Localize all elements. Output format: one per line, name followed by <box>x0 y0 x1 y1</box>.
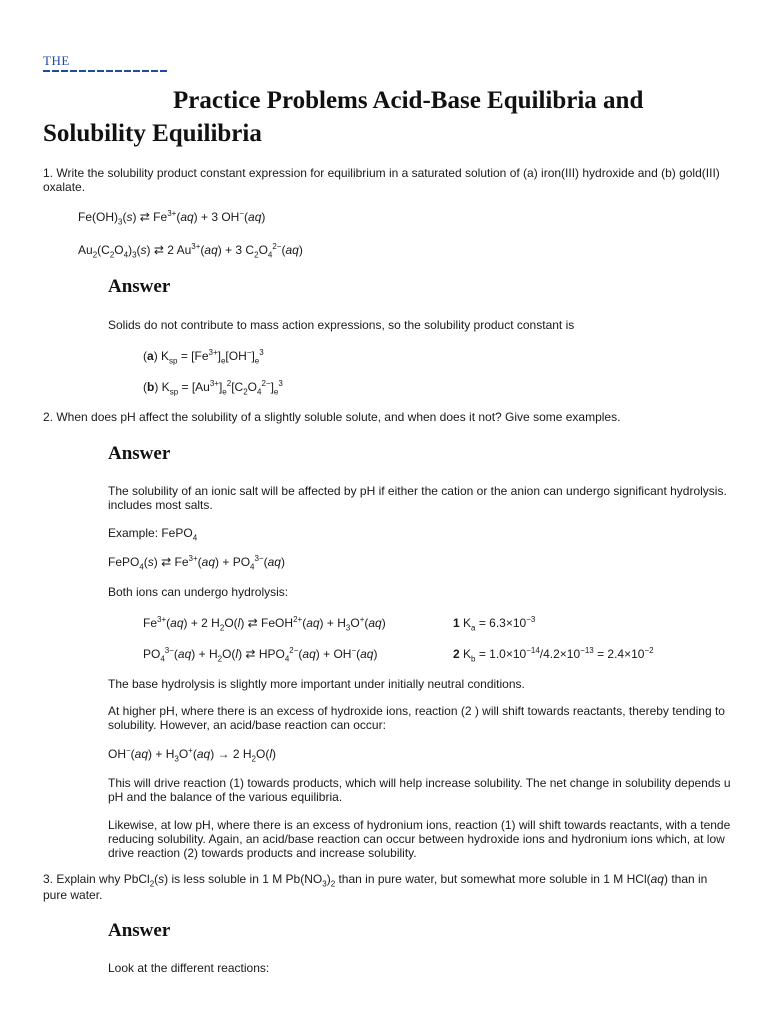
answer-2-drive-line-1: This will drive reaction (1) towards products, which will help increase solubility. The net change in solubility depends u <box>108 776 731 790</box>
answer-1-ksp-a: (a) $K_{sp} = [Fe^{3+}]_e[OH^-]_e^3$ <box>143 348 264 366</box>
equation-1-ka: 1 $K_a = 6.3\times 10^{-3}$ <box>453 615 536 633</box>
title-line-1: Practice Problems Acid-Base Equilibria and <box>173 87 644 114</box>
question-2: 2. When does pH affect the solubility of a slightly soluble solute, and when does it not? Give some examples. <box>43 410 621 424</box>
answer-2-low-ph-line-2: reducing solubility. Again, an acid/base reaction can occur between hydroxide ions and hydronium ions which, at low <box>108 832 725 846</box>
answer-2-para-1-line-2: includes most salts. <box>108 498 213 512</box>
answer-2-base-note: The base hydrolysis is slightly more important under initially neutral conditions. <box>108 677 525 691</box>
answer-heading-1: Answer <box>108 276 171 297</box>
answer-2-high-ph-line-1: At higher pH, where there is an excess of hydroxide ions, reaction (2 ) will shift towards reactants, thereby tending to <box>108 704 725 718</box>
equation-gold-oxalate: $Au_2(C_2O_4)_3(s)$ ⇄ 2 $Au^{3+}(aq) + 3$ $C_2O_4^{2-}(aq)$ <box>78 242 303 260</box>
answer-heading-3: Answer <box>108 920 171 941</box>
question-3-line-1: 3. Explain why PbCl$_2$(s) is less soluble in 1 M $Pb(NO_3)_2$ than in pure water, but somewhat more soluble in 1 M HCl(aq) than in <box>43 872 708 889</box>
question-1-line-1: 1. Write the solubility product constant expression for equilibrium in a saturated solution of (a) iron(III) hydroxide and (b) gold(III) <box>43 166 720 180</box>
equation-fepo4: FePO$_4$(s) ⇄ $Fe^{3+}(aq) + PO_4^{3-}(aq)$ <box>108 554 285 572</box>
equation-neutralization: $OH^-(aq) + H_3O^+(aq) \to 2$ $H_2O(l)$ <box>108 746 277 764</box>
university-logo-wordmark <box>43 70 169 76</box>
answer-3-text: Look at the different reactions: <box>108 961 270 975</box>
answer-2-both-ions: Both ions can undergo hydrolysis: <box>108 585 289 599</box>
university-logo-text: THE <box>43 53 70 68</box>
answer-2-high-ph-line-2: solubility. However, an acid/base reaction can occur: <box>108 718 386 732</box>
title-line-2: Solubility Equilibria <box>43 120 262 147</box>
question-1-line-2: oxalate. <box>43 180 86 194</box>
page-title <box>43 84 743 150</box>
equation-fe-oh3: $Fe(OH)_3(s)$ ⇄ $Fe^{3+}(aq) + 3$ OH−(aq) <box>78 209 266 227</box>
answer-2-low-ph-line-3: drive reaction (2) towards products and increase solubility. <box>108 846 417 860</box>
answer-heading-2: Answer <box>108 443 171 464</box>
equation-2-kb: 2 $K_b = 1.0\times 10^{-14}/4.2\times 10^{-13} = 2.4\times 10^{-2}$ <box>453 646 654 664</box>
answer-2-para-1-line-1: The solubility of an ionic salt will be affected by pH if either the cation or the anion can undergo significant hydrolysis. <box>108 484 727 498</box>
answer-2-example: Example: FePO$_4$ <box>108 526 198 543</box>
answer-1-ksp-b: (b) $K_{sp} = [Au^{3+}]_e^2[C_2O_4^{2-}]_e^3$ <box>143 379 283 397</box>
answer-1-text: Solids do not contribute to mass action expressions, so the solubility product constant is <box>108 318 575 332</box>
equation-fe-hydrolysis: $Fe^{3+}(aq) + 2$ $H_2O(l)$ ⇄ FeOH$^{2+}$(aq) + $H_3O^+(aq)$ <box>143 615 386 633</box>
answer-2-low-ph-line-1: Likewise, at low pH, where there is an excess of hydronium ions, reaction (1) will shift towards reactants, with a tende <box>108 818 731 832</box>
question-3-line-2: pure water. <box>43 888 103 902</box>
equation-po4-hydrolysis: $PO_4^{3-}(aq) + H_2O(l)$ ⇄ $HPO_4^{2-}(aq) + OH^-(aq)$ <box>143 646 378 664</box>
answer-2-drive-line-2: pH and the balance of the various equilibria. <box>108 790 343 804</box>
